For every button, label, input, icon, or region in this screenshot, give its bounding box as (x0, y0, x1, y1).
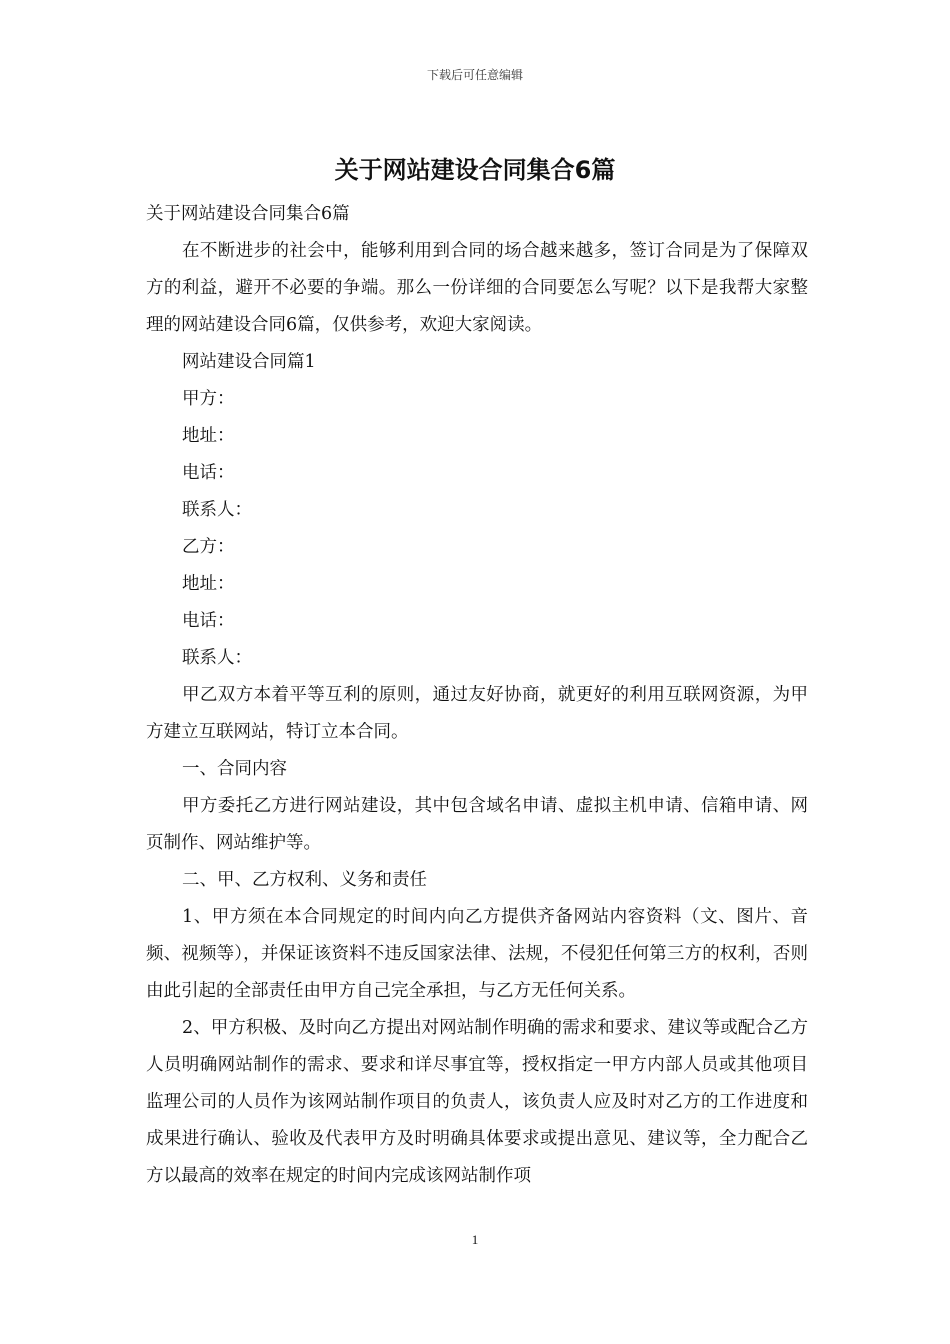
body-paragraph: 电话： (182, 463, 235, 483)
body-paragraph: 联系人： (182, 500, 252, 520)
body-paragraph: 甲方： (182, 389, 235, 409)
body-paragraph: 二、甲、乙方权利、义务和责任 (182, 870, 427, 890)
document-body (146, 196, 808, 1195)
body-paragraph: 关于网站建设合同集合6篇 (146, 204, 350, 224)
body-paragraph: 地址： (182, 426, 235, 446)
body-paragraph: 在不断进步的社会中，能够利用到合同的场合越来越多，签订合同是为了保障双方的利益，避开不必要的争端。那么一份详细的合同要怎么写呢？以下是我帮大家整理的网站建设合同6篇，仅供参考，欢迎大家阅读。 (146, 241, 808, 335)
body-paragraph: 1、甲方须在本合同规定的时间内向乙方提供齐备网站内容资料（文、图片、音频、视频等），并保证该资料不违反国家法律、法规，不侵犯任何第三方的权利，否则由此引起的全部责任由甲方自己完全承担，与乙方无任何关系。 (146, 907, 808, 1001)
body-paragraph: 电话： (182, 611, 235, 631)
body-paragraph: 一、合同内容 (182, 759, 287, 779)
body-paragraph: 联系人： (182, 648, 252, 668)
body-paragraph: 甲方委托乙方进行网站建设，其中包含域名申请、虚拟主机申请、信箱申请、网页制作、网站维护等。 (146, 796, 808, 853)
body-paragraph: 甲乙双方本着平等互利的原则，通过友好协商，就更好的利用互联网资源，为甲方建立互联网站，特订立本合同。 (146, 685, 808, 742)
body-paragraph: 2、甲方积极、及时向乙方提出对网站制作明确的需求和要求、建议等或配合乙方人员明确网站制作的需求、要求和详尽事宜等，授权指定一甲方内部人员或其他项目监理公司的人员作为该网站制作项目的负责人，该负责人应及时对乙方的工作进度和成果进行确认、验收及代表甲方及时明确具体要求或提出意见、建议等，全力配合乙方以最高的效率在规定的时间内完成该网站制作项 (146, 1018, 808, 1186)
body-paragraph: 网站建设合同篇1 (182, 352, 316, 372)
body-paragraph: 地址： (182, 574, 235, 594)
body-paragraph: 乙方： (182, 537, 235, 557)
document-title: 关于网站建设合同集合6篇 (334, 156, 616, 184)
page-number: 1 (471, 1232, 479, 1247)
header-note: 下载后可任意编辑 (426, 68, 523, 82)
